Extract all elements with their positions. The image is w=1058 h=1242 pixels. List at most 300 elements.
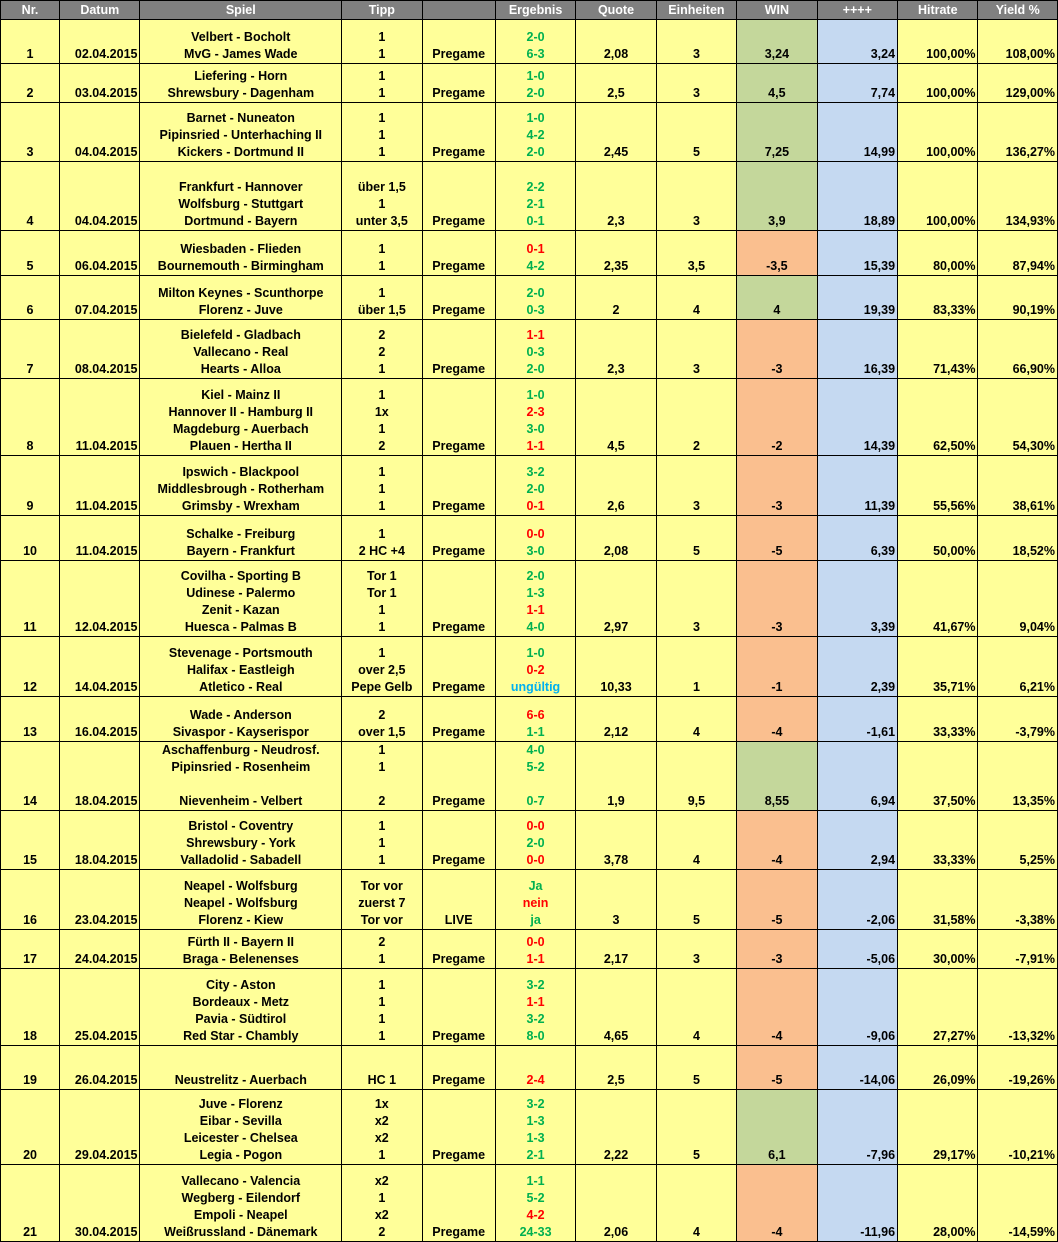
plus-cell[interactable]: -2,06 bbox=[817, 870, 897, 930]
header-plus[interactable]: ++++ bbox=[817, 1, 897, 20]
yield-cell[interactable]: 134,93% bbox=[978, 162, 1058, 231]
quote-cell[interactable]: 2,6 bbox=[576, 456, 656, 516]
type-cell[interactable]: Pregame bbox=[422, 20, 495, 64]
tipp-cell-line: 1 bbox=[378, 1012, 386, 1026]
ergebnis-cell[interactable] bbox=[495, 162, 575, 231]
datum-cell[interactable]: 04.04.2015 bbox=[60, 103, 140, 162]
ergebnis-cell-line: 0-3 bbox=[526, 303, 545, 317]
datum-cell[interactable]: 24.04.2015 bbox=[60, 930, 140, 969]
table-row[interactable] bbox=[1, 870, 1058, 930]
type-cell[interactable]: Pregame bbox=[422, 1090, 495, 1165]
quote-cell[interactable]: 4,5 bbox=[576, 379, 656, 456]
datum-cell[interactable]: 11.04.2015 bbox=[60, 516, 140, 561]
table-row[interactable] bbox=[1, 697, 1058, 742]
hitrate-cell[interactable]: 29,17% bbox=[898, 1090, 978, 1165]
plus-cell[interactable]: 16,39 bbox=[817, 320, 897, 379]
quote-cell[interactable]: 2,08 bbox=[576, 20, 656, 64]
datum-cell[interactable]: 26.04.2015 bbox=[60, 1046, 140, 1090]
einheiten-cell[interactable]: 5 bbox=[656, 1046, 736, 1090]
table-row[interactable] bbox=[1, 930, 1058, 969]
datum-cell[interactable]: 16.04.2015 bbox=[60, 697, 140, 742]
tipp-cell-line: 1 bbox=[378, 995, 386, 1009]
nr-cell[interactable]: 11 bbox=[1, 561, 60, 637]
win-cell[interactable]: -3,5 bbox=[737, 231, 817, 276]
tipp-cell[interactable] bbox=[342, 742, 422, 811]
plus-cell[interactable]: -1,61 bbox=[817, 697, 897, 742]
table-row[interactable] bbox=[1, 64, 1058, 103]
ergebnis-cell[interactable] bbox=[495, 561, 575, 637]
datum-cell[interactable]: 11.04.2015 bbox=[60, 379, 140, 456]
einheiten-cell[interactable]: 3 bbox=[656, 20, 736, 64]
ergebnis-cell[interactable] bbox=[495, 516, 575, 561]
spiel-cell[interactable] bbox=[140, 697, 342, 742]
tipp-cell[interactable] bbox=[342, 1165, 422, 1242]
einheiten-cell[interactable]: 4 bbox=[656, 969, 736, 1046]
win-cell[interactable]: 3,24 bbox=[737, 20, 817, 64]
win-cell[interactable]: 7,25 bbox=[737, 103, 817, 162]
spiel-cell[interactable] bbox=[140, 1046, 342, 1090]
ergebnis-cell[interactable] bbox=[495, 231, 575, 276]
win-cell[interactable]: -4 bbox=[737, 1165, 817, 1242]
quote-cell[interactable]: 2,3 bbox=[576, 162, 656, 231]
type-cell[interactable]: Pregame bbox=[422, 64, 495, 103]
tipp-cell[interactable] bbox=[342, 637, 422, 697]
plus-cell[interactable]: 2,39 bbox=[817, 637, 897, 697]
table-row[interactable] bbox=[1, 969, 1058, 1046]
nr-cell[interactable]: 8 bbox=[1, 379, 60, 456]
type-cell[interactable]: Pregame bbox=[422, 1046, 495, 1090]
tipp-cell[interactable] bbox=[342, 20, 422, 64]
datum-cell[interactable]: 12.04.2015 bbox=[60, 561, 140, 637]
win-cell[interactable]: -3 bbox=[737, 561, 817, 637]
tipp-cell[interactable] bbox=[342, 516, 422, 561]
einheiten-cell[interactable]: 4 bbox=[656, 1165, 736, 1242]
hitrate-cell[interactable]: 100,00% bbox=[898, 20, 978, 64]
einheiten-cell[interactable]: 4 bbox=[656, 276, 736, 320]
spiel-cell[interactable] bbox=[140, 64, 342, 103]
hitrate-cell[interactable]: 100,00% bbox=[898, 162, 978, 231]
einheiten-cell[interactable]: 3 bbox=[656, 320, 736, 379]
plus-cell[interactable]: 15,39 bbox=[817, 231, 897, 276]
hitrate-cell[interactable]: 31,58% bbox=[898, 870, 978, 930]
yield-cell[interactable]: -10,21% bbox=[978, 1090, 1058, 1165]
yield-cell[interactable]: 5,25% bbox=[978, 811, 1058, 870]
ergebnis-cell[interactable] bbox=[495, 637, 575, 697]
yield-cell[interactable]: -19,26% bbox=[978, 1046, 1058, 1090]
datum-cell[interactable]: 14.04.2015 bbox=[60, 637, 140, 697]
tipp-cell[interactable] bbox=[342, 162, 422, 231]
hitrate-cell[interactable]: 71,43% bbox=[898, 320, 978, 379]
yield-cell[interactable]: 6,21% bbox=[978, 637, 1058, 697]
einheiten-cell[interactable]: 9,5 bbox=[656, 742, 736, 811]
nr-cell[interactable]: 12 bbox=[1, 637, 60, 697]
nr-cell[interactable]: 5 bbox=[1, 231, 60, 276]
table-row[interactable] bbox=[1, 456, 1058, 516]
tipp-cell[interactable] bbox=[342, 320, 422, 379]
hitrate-cell[interactable]: 26,09% bbox=[898, 1046, 978, 1090]
ergebnis-cell[interactable] bbox=[495, 103, 575, 162]
einheiten-cell[interactable]: 4 bbox=[656, 697, 736, 742]
header-nr[interactable]: Nr. bbox=[1, 1, 60, 20]
quote-cell[interactable]: 4,65 bbox=[576, 969, 656, 1046]
plus-cell[interactable]: 6,39 bbox=[817, 516, 897, 561]
win-cell[interactable]: -4 bbox=[737, 811, 817, 870]
win-cell[interactable]: 6,1 bbox=[737, 1090, 817, 1165]
nr-cell[interactable]: 2 bbox=[1, 64, 60, 103]
plus-cell[interactable]: -5,06 bbox=[817, 930, 897, 969]
ergebnis-cell[interactable] bbox=[495, 742, 575, 811]
quote-cell[interactable]: 3,78 bbox=[576, 811, 656, 870]
tipp-cell[interactable] bbox=[342, 379, 422, 456]
table-row[interactable] bbox=[1, 276, 1058, 320]
tipp-cell-line bbox=[344, 776, 419, 793]
plus-cell[interactable]: 3,24 bbox=[817, 20, 897, 64]
type-cell[interactable]: Pregame bbox=[422, 456, 495, 516]
plus-cell[interactable]: 19,39 bbox=[817, 276, 897, 320]
yield-cell[interactable]: 54,30% bbox=[978, 379, 1058, 456]
spiel-cell[interactable] bbox=[140, 516, 342, 561]
header-ergebnis[interactable]: Ergebnis bbox=[495, 1, 575, 20]
nr-cell[interactable]: 4 bbox=[1, 162, 60, 231]
win-cell[interactable]: -5 bbox=[737, 870, 817, 930]
tipp-cell[interactable] bbox=[342, 697, 422, 742]
type-cell[interactable]: Pregame bbox=[422, 162, 495, 231]
type-cell[interactable]: LIVE bbox=[422, 870, 495, 930]
spiel-cell[interactable] bbox=[140, 930, 342, 969]
type-cell[interactable]: Pregame bbox=[422, 969, 495, 1046]
yield-cell[interactable]: 13,35% bbox=[978, 742, 1058, 811]
table-row[interactable] bbox=[1, 742, 1058, 811]
tipp-cell[interactable] bbox=[342, 930, 422, 969]
tipp-cell[interactable] bbox=[342, 811, 422, 870]
einheiten-cell[interactable]: 4 bbox=[656, 811, 736, 870]
nr-cell[interactable]: 1 bbox=[1, 20, 60, 64]
ergebnis-cell[interactable] bbox=[495, 64, 575, 103]
win-cell[interactable]: 3,9 bbox=[737, 162, 817, 231]
header-datum[interactable]: Datum bbox=[60, 1, 140, 20]
header-spiel[interactable]: Spiel bbox=[140, 1, 342, 20]
nr-cell[interactable]: 17 bbox=[1, 930, 60, 969]
table-row[interactable] bbox=[1, 1165, 1058, 1242]
win-cell[interactable]: -3 bbox=[737, 320, 817, 379]
nr-cell[interactable]: 10 bbox=[1, 516, 60, 561]
hitrate-cell[interactable]: 83,33% bbox=[898, 276, 978, 320]
spiel-cell[interactable] bbox=[140, 231, 342, 276]
datum-cell[interactable]: 07.04.2015 bbox=[60, 276, 140, 320]
ergebnis-cell-line: 1-1 bbox=[526, 328, 545, 342]
header-einheiten[interactable]: Einheiten bbox=[656, 1, 736, 20]
hitrate-cell[interactable]: 37,50% bbox=[898, 742, 978, 811]
ergebnis-cell-line: 3-0 bbox=[526, 422, 545, 436]
tipp-cell[interactable] bbox=[342, 1046, 422, 1090]
yield-cell[interactable]: 38,61% bbox=[978, 456, 1058, 516]
einheiten-cell[interactable]: 3 bbox=[656, 930, 736, 969]
quote-cell[interactable]: 2,12 bbox=[576, 697, 656, 742]
tipp-cell-line: 1 bbox=[378, 465, 386, 479]
win-cell[interactable]: -5 bbox=[737, 516, 817, 561]
table-row[interactable] bbox=[1, 637, 1058, 697]
quote-cell[interactable]: 3 bbox=[576, 870, 656, 930]
type-cell[interactable]: Pregame bbox=[422, 379, 495, 456]
einheiten-cell[interactable]: 2 bbox=[656, 379, 736, 456]
yield-cell[interactable]: -3,38% bbox=[978, 870, 1058, 930]
datum-cell[interactable]: 04.04.2015 bbox=[60, 162, 140, 231]
nr-cell[interactable]: 15 bbox=[1, 811, 60, 870]
tipp-cell[interactable] bbox=[342, 969, 422, 1046]
nr-cell[interactable]: 18 bbox=[1, 969, 60, 1046]
yield-cell[interactable]: 129,00% bbox=[978, 64, 1058, 103]
type-cell[interactable]: Pregame bbox=[422, 561, 495, 637]
datum-cell[interactable]: 29.04.2015 bbox=[60, 1090, 140, 1165]
ergebnis-cell-line: 0-0 bbox=[526, 935, 545, 949]
type-cell[interactable]: Pregame bbox=[422, 276, 495, 320]
ergebnis-cell[interactable] bbox=[495, 1090, 575, 1165]
quote-cell[interactable]: 2,5 bbox=[576, 1046, 656, 1090]
spiel-cell[interactable] bbox=[140, 870, 342, 930]
nr-cell[interactable]: 13 bbox=[1, 697, 60, 742]
nr-cell[interactable]: 6 bbox=[1, 276, 60, 320]
table-row[interactable] bbox=[1, 379, 1058, 456]
plus-cell[interactable]: 7,74 bbox=[817, 64, 897, 103]
ergebnis-cell-line: 2-0 bbox=[526, 86, 545, 100]
quote-cell[interactable]: 1,9 bbox=[576, 742, 656, 811]
type-cell[interactable]: Pregame bbox=[422, 103, 495, 162]
table-row[interactable] bbox=[1, 320, 1058, 379]
spiel-cell[interactable] bbox=[140, 561, 342, 637]
datum-cell[interactable]: 02.04.2015 bbox=[60, 20, 140, 64]
einheiten-cell[interactable]: 3 bbox=[656, 456, 736, 516]
hitrate-cell[interactable]: 30,00% bbox=[898, 930, 978, 969]
ergebnis-cell[interactable] bbox=[495, 870, 575, 930]
yield-cell[interactable]: -14,59% bbox=[978, 1165, 1058, 1242]
header-tipp[interactable]: Tipp bbox=[342, 1, 422, 20]
win-cell[interactable]: -1 bbox=[737, 637, 817, 697]
yield-cell[interactable]: -7,91% bbox=[978, 930, 1058, 969]
datum-cell[interactable]: 25.04.2015 bbox=[60, 969, 140, 1046]
spiel-cell[interactable] bbox=[140, 742, 342, 811]
ergebnis-cell-line: 1-3 bbox=[526, 586, 545, 600]
table-row[interactable] bbox=[1, 231, 1058, 276]
type-cell[interactable]: Pregame bbox=[422, 811, 495, 870]
yield-cell[interactable]: -3,79% bbox=[978, 697, 1058, 742]
header-win[interactable]: WIN bbox=[737, 1, 817, 20]
ergebnis-cell[interactable] bbox=[495, 1046, 575, 1090]
tipp-cell[interactable] bbox=[342, 64, 422, 103]
einheiten-cell[interactable]: 3 bbox=[656, 64, 736, 103]
yield-cell[interactable]: 87,94% bbox=[978, 231, 1058, 276]
type-cell[interactable]: Pregame bbox=[422, 320, 495, 379]
spiel-cell[interactable] bbox=[140, 969, 342, 1046]
quote-cell[interactable]: 2,17 bbox=[576, 930, 656, 969]
header-type[interactable] bbox=[422, 1, 495, 20]
nr-cell[interactable]: 14 bbox=[1, 742, 60, 811]
nr-cell[interactable]: 7 bbox=[1, 320, 60, 379]
win-cell[interactable]: -4 bbox=[737, 969, 817, 1046]
tipp-cell[interactable] bbox=[342, 1090, 422, 1165]
ergebnis-cell[interactable] bbox=[495, 697, 575, 742]
table-row[interactable] bbox=[1, 1090, 1058, 1165]
datum-cell[interactable]: 06.04.2015 bbox=[60, 231, 140, 276]
yield-cell[interactable]: 66,90% bbox=[978, 320, 1058, 379]
spiel-cell[interactable] bbox=[140, 162, 342, 231]
plus-cell[interactable]: -7,96 bbox=[817, 1090, 897, 1165]
yield-cell[interactable]: 9,04% bbox=[978, 561, 1058, 637]
win-cell[interactable]: -5 bbox=[737, 1046, 817, 1090]
datum-cell[interactable]: 03.04.2015 bbox=[60, 64, 140, 103]
win-cell[interactable]: -3 bbox=[737, 456, 817, 516]
ergebnis-cell[interactable] bbox=[495, 1165, 575, 1242]
spiel-cell[interactable] bbox=[140, 811, 342, 870]
win-cell[interactable]: -2 bbox=[737, 379, 817, 456]
spiel-cell[interactable] bbox=[140, 103, 342, 162]
quote-cell[interactable]: 2,35 bbox=[576, 231, 656, 276]
tipp-cell[interactable] bbox=[342, 456, 422, 516]
hitrate-cell[interactable]: 100,00% bbox=[898, 64, 978, 103]
type-cell[interactable]: Pregame bbox=[422, 697, 495, 742]
hitrate-cell[interactable]: 80,00% bbox=[898, 231, 978, 276]
ergebnis-cell[interactable] bbox=[495, 930, 575, 969]
einheiten-cell[interactable]: 5 bbox=[656, 870, 736, 930]
quote-cell[interactable]: 2,45 bbox=[576, 103, 656, 162]
quote-cell[interactable]: 10,33 bbox=[576, 637, 656, 697]
einheiten-cell[interactable]: 5 bbox=[656, 516, 736, 561]
type-cell[interactable]: Pregame bbox=[422, 637, 495, 697]
plus-cell[interactable]: 14,39 bbox=[817, 379, 897, 456]
datum-cell[interactable]: 18.04.2015 bbox=[60, 811, 140, 870]
spiel-cell[interactable] bbox=[140, 1165, 342, 1242]
plus-cell[interactable]: 14,99 bbox=[817, 103, 897, 162]
nr-cell[interactable]: 20 bbox=[1, 1090, 60, 1165]
hitrate-cell[interactable]: 100,00% bbox=[898, 103, 978, 162]
quote-cell[interactable]: 2,3 bbox=[576, 320, 656, 379]
plus-cell[interactable]: -9,06 bbox=[817, 969, 897, 1046]
spiel-cell[interactable] bbox=[140, 637, 342, 697]
win-cell[interactable]: 4 bbox=[737, 276, 817, 320]
tipp-cell[interactable] bbox=[342, 870, 422, 930]
header-row bbox=[1, 1, 1058, 20]
spiel-cell-line: Shrewsbury - York bbox=[186, 836, 296, 850]
tipp-cell-line: Pepe Gelb bbox=[351, 680, 413, 694]
yield-cell[interactable]: 108,00% bbox=[978, 20, 1058, 64]
datum-cell[interactable]: 30.04.2015 bbox=[60, 1165, 140, 1242]
quote-cell[interactable]: 2,22 bbox=[576, 1090, 656, 1165]
plus-cell[interactable]: 6,94 bbox=[817, 742, 897, 811]
tipp-cell[interactable] bbox=[342, 276, 422, 320]
type-cell[interactable]: Pregame bbox=[422, 930, 495, 969]
spiel-cell[interactable] bbox=[140, 1090, 342, 1165]
header-quote[interactable]: Quote bbox=[576, 1, 656, 20]
yield-cell[interactable]: 136,27% bbox=[978, 103, 1058, 162]
ergebnis-cell[interactable] bbox=[495, 379, 575, 456]
hitrate-cell[interactable]: 55,56% bbox=[898, 456, 978, 516]
plus-cell[interactable]: -14,06 bbox=[817, 1046, 897, 1090]
table-row[interactable] bbox=[1, 516, 1058, 561]
plus-cell[interactable]: -11,96 bbox=[817, 1165, 897, 1242]
table-row[interactable] bbox=[1, 20, 1058, 64]
datum-cell[interactable]: 11.04.2015 bbox=[60, 456, 140, 516]
hitrate-cell[interactable]: 35,71% bbox=[898, 637, 978, 697]
ergebnis-cell[interactable] bbox=[495, 276, 575, 320]
win-cell[interactable]: -4 bbox=[737, 697, 817, 742]
quote-cell[interactable]: 2,08 bbox=[576, 516, 656, 561]
tipp-cell[interactable] bbox=[342, 103, 422, 162]
ergebnis-cell[interactable] bbox=[495, 320, 575, 379]
ergebnis-cell[interactable] bbox=[495, 811, 575, 870]
yield-cell[interactable]: 18,52% bbox=[978, 516, 1058, 561]
ergebnis-cell[interactable] bbox=[495, 969, 575, 1046]
ergebnis-cell-line: 1-3 bbox=[526, 1131, 545, 1145]
einheiten-cell[interactable]: 3,5 bbox=[656, 231, 736, 276]
win-cell[interactable]: 8,55 bbox=[737, 742, 817, 811]
yield-cell[interactable]: 90,19% bbox=[978, 276, 1058, 320]
datum-cell[interactable]: 08.04.2015 bbox=[60, 320, 140, 379]
spiel-cell[interactable] bbox=[140, 456, 342, 516]
quote-cell[interactable]: 2 bbox=[576, 276, 656, 320]
hitrate-cell[interactable]: 62,50% bbox=[898, 379, 978, 456]
plus-cell[interactable]: 11,39 bbox=[817, 456, 897, 516]
plus-cell[interactable]: 3,39 bbox=[817, 561, 897, 637]
ergebnis-cell[interactable] bbox=[495, 20, 575, 64]
spiel-cell[interactable] bbox=[140, 320, 342, 379]
einheiten-cell[interactable]: 5 bbox=[656, 103, 736, 162]
win-cell[interactable]: 4,5 bbox=[737, 64, 817, 103]
datum-cell[interactable]: 23.04.2015 bbox=[60, 870, 140, 930]
nr-cell[interactable]: 19 bbox=[1, 1046, 60, 1090]
spiel-cell[interactable] bbox=[140, 20, 342, 64]
nr-cell[interactable]: 21 bbox=[1, 1165, 60, 1242]
ergebnis-cell[interactable] bbox=[495, 456, 575, 516]
table-row[interactable] bbox=[1, 1046, 1058, 1090]
header-hitrate[interactable]: Hitrate bbox=[898, 1, 978, 20]
header-yield[interactable]: Yield % bbox=[978, 1, 1058, 20]
nr-cell[interactable]: 3 bbox=[1, 103, 60, 162]
type-cell[interactable]: Pregame bbox=[422, 1165, 495, 1242]
hitrate-cell[interactable]: 28,00% bbox=[898, 1165, 978, 1242]
table-row[interactable] bbox=[1, 561, 1058, 637]
table-row[interactable] bbox=[1, 162, 1058, 231]
plus-cell[interactable]: 2,94 bbox=[817, 811, 897, 870]
type-cell[interactable]: Pregame bbox=[422, 742, 495, 811]
hitrate-cell[interactable]: 33,33% bbox=[898, 697, 978, 742]
ergebnis-cell-line: nein bbox=[522, 896, 549, 910]
spiel-cell[interactable] bbox=[140, 276, 342, 320]
nr-cell[interactable]: 16 bbox=[1, 870, 60, 930]
nr-cell[interactable]: 9 bbox=[1, 456, 60, 516]
tipp-cell[interactable] bbox=[342, 231, 422, 276]
table-row[interactable] bbox=[1, 811, 1058, 870]
win-cell[interactable]: -3 bbox=[737, 930, 817, 969]
quote-cell[interactable]: 2,06 bbox=[576, 1165, 656, 1242]
einheiten-cell[interactable]: 3 bbox=[656, 162, 736, 231]
quote-cell[interactable]: 2,97 bbox=[576, 561, 656, 637]
tipp-cell[interactable] bbox=[342, 561, 422, 637]
hitrate-cell[interactable]: 41,67% bbox=[898, 561, 978, 637]
type-cell[interactable]: Pregame bbox=[422, 516, 495, 561]
hitrate-cell[interactable]: 33,33% bbox=[898, 811, 978, 870]
hitrate-cell[interactable]: 27,27% bbox=[898, 969, 978, 1046]
table-row[interactable] bbox=[1, 103, 1058, 162]
type-cell[interactable]: Pregame bbox=[422, 231, 495, 276]
datum-cell[interactable]: 18.04.2015 bbox=[60, 742, 140, 811]
quote-cell[interactable]: 2,5 bbox=[576, 64, 656, 103]
hitrate-cell[interactable]: 50,00% bbox=[898, 516, 978, 561]
yield-cell[interactable]: -13,32% bbox=[978, 969, 1058, 1046]
einheiten-cell[interactable]: 1 bbox=[656, 637, 736, 697]
plus-cell[interactable]: 18,89 bbox=[817, 162, 897, 231]
einheiten-cell[interactable]: 5 bbox=[656, 1090, 736, 1165]
einheiten-cell[interactable]: 3 bbox=[656, 561, 736, 637]
spiel-cell[interactable] bbox=[140, 379, 342, 456]
